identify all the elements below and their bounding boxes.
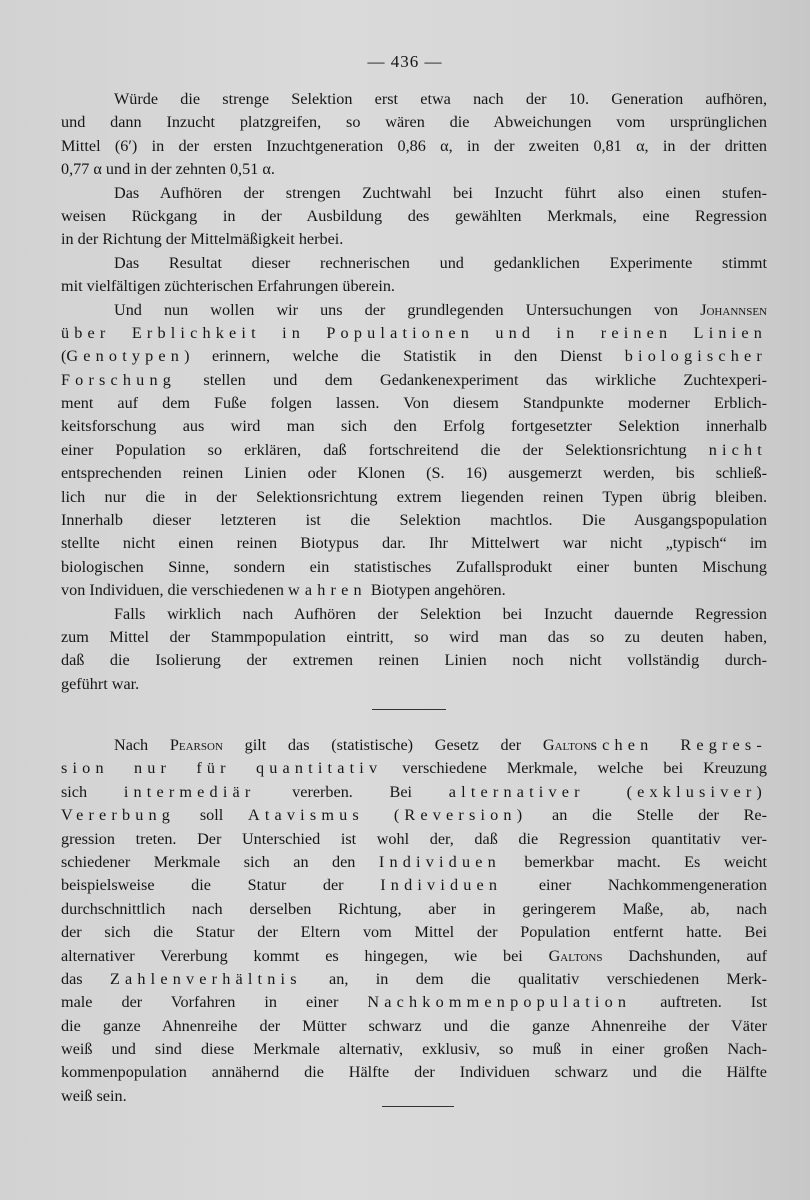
text-run: und dann Inzucht platzgreifen, so wären die Abweichungen vom ursprünglichen xyxy=(61,113,767,132)
text-run: beispielsweise die Statur der xyxy=(61,876,381,895)
text-run: male der Vorfahren in einer xyxy=(61,993,368,1012)
text-run: einer Nachkommengeneration xyxy=(502,876,767,895)
text-line xyxy=(61,898,767,921)
text-line xyxy=(61,1061,767,1084)
text-line xyxy=(61,345,767,368)
text-run: stellte nicht einen reinen Biotypus dar. Ihr Mittelwert war nicht „typisch“ im xyxy=(61,534,767,553)
text-run: auftreten. Ist xyxy=(631,993,767,1012)
spaced-emphasis: wahren xyxy=(288,581,367,600)
text-run: alternativer Vererbung kommt es hingegen, wie bei xyxy=(61,946,549,965)
text-line xyxy=(61,804,767,827)
small-caps-name: Pearson xyxy=(169,736,223,754)
text-run: Nach xyxy=(114,736,170,754)
text-run: sich xyxy=(61,782,124,801)
text-run: gression treten. Der Unterschied ist wohl der, daß die Regression quantitativ ver- xyxy=(61,829,767,848)
spaced-emphasis: alternativer (exklusiver) xyxy=(448,782,767,801)
text-block-pearson-galton xyxy=(61,734,767,1108)
text-run: biologischen Sinne, sondern ein statistisches Zufallsprodukt einer bunten Mischung xyxy=(61,557,767,576)
text-line xyxy=(61,182,767,205)
spaced-emphasis: Forschung xyxy=(61,370,177,389)
text-line xyxy=(61,579,767,602)
text-run: ) erinnern, welche die Statistik in den Dienst xyxy=(184,347,625,366)
text-line xyxy=(61,1015,767,1038)
text-run: in der Richtung der Mittelmäßigkeit herbei. xyxy=(61,230,344,249)
text-line xyxy=(61,1085,767,1108)
text-line xyxy=(61,945,767,968)
text-run: keitsforschung aus wird man sich den Erfolg fortgesetzter Selektion innerhalb xyxy=(61,417,767,436)
text-line xyxy=(61,968,767,991)
text-run: kommenpopulation annähernd die Hälfte der Individuen schwarz und die Hälfte xyxy=(61,1063,767,1082)
text-line xyxy=(61,486,767,509)
spaced-emphasis: Individuen xyxy=(378,852,501,871)
text-run: Dachshunden, auf xyxy=(602,946,767,965)
text-run: einer Population so erklären, daß fortschreitend die der Selektionsrichtung xyxy=(61,440,709,459)
text-line xyxy=(61,228,767,251)
text-line xyxy=(61,462,767,485)
text-run: Falls wirklich nach Aufhören der Selektion bei Inzucht dauernde Regression xyxy=(114,604,767,623)
text-run: Würde die strenge Selektion erst etwa nach der 10. Generation aufhören, xyxy=(114,90,767,108)
text-line xyxy=(61,415,767,438)
small-caps-name: Galton xyxy=(542,736,591,754)
text-run: Biotypen angehören. xyxy=(366,581,506,600)
text-line xyxy=(61,556,767,579)
spaced-emphasis: schen Regres- xyxy=(590,736,767,754)
spaced-emphasis: über Erblichkeit in Populationen und in reinen Linien xyxy=(61,323,767,342)
text-run: an die Stelle der Re- xyxy=(527,806,768,825)
text-run: durchschnittlich nach derselben Richtung, aber in geringerem Maße, ab, nach xyxy=(61,899,767,918)
text-run: ment auf dem Fuße folgen lassen. Von diesem Standpunkte moderner Erblich- xyxy=(61,394,767,413)
spaced-emphasis: Nachkommenpopulation xyxy=(367,993,632,1012)
text-run: bemerkbar macht. Es weicht xyxy=(500,852,767,871)
text-line xyxy=(61,626,767,649)
text-line xyxy=(61,439,767,462)
text-line xyxy=(61,828,767,851)
text-run: Das Aufhören der strengen Zuchtwahl bei Inzucht führt also einen stufen- xyxy=(114,183,767,202)
spaced-emphasis: Genotypen xyxy=(66,347,185,366)
text-line xyxy=(61,205,767,228)
text-run: weiß sein. xyxy=(61,1086,127,1105)
spaced-emphasis: Zahlenverhältnis xyxy=(109,969,302,988)
text-run: ( xyxy=(61,347,67,366)
text-line xyxy=(61,111,767,134)
text-run: Innerhalb dieser letzteren ist die Selektion machtlos. Die Ausgangspopulation xyxy=(61,511,767,530)
text-run: Mittel (6′) in der ersten Inzuchtgeneration 0,86 α, in der zweiten 0,81 α, in der dritten xyxy=(61,136,767,155)
text-line xyxy=(61,299,767,322)
text-run: das xyxy=(61,969,110,988)
text-line xyxy=(61,991,767,1014)
spaced-emphasis: sion nur für xyxy=(61,759,256,778)
spaced-emphasis: nicht xyxy=(708,440,767,459)
text-line xyxy=(61,369,767,392)
spaced-emphasis: Individuen xyxy=(380,876,503,895)
text-line xyxy=(61,734,767,757)
text-line xyxy=(61,874,767,897)
page-number: — 436 — xyxy=(367,52,443,71)
text-line xyxy=(61,392,767,415)
text-run: stellen und dem Gedankenexperiment das wirkliche Zuchtexperi- xyxy=(176,370,767,389)
text-run: vererben. Bei xyxy=(255,782,449,801)
text-run: die ganze Ahnenreihe der Mütter schwarz und die ganze Ahnenreihe der Väter xyxy=(61,1016,767,1035)
text-run: geführt war. xyxy=(61,674,140,693)
text-line xyxy=(61,851,767,874)
text-line xyxy=(61,322,767,345)
text-line xyxy=(61,1038,767,1061)
spaced-emphasis: quantitativ xyxy=(255,759,383,778)
text-line xyxy=(61,603,767,626)
text-line xyxy=(61,135,767,158)
text-run: gilt das (statistische) Gesetz der xyxy=(222,736,543,754)
text-line xyxy=(61,88,767,111)
text-run: lich nur die in der Selektionsrichtung extrem liegenden reinen Typen übrig bleiben. xyxy=(61,487,767,506)
text-run: weiß und sind diese Merkmale alternativ, exklusiv, so muß in einer großen Nach- xyxy=(61,1040,767,1059)
spaced-emphasis: biologischer xyxy=(624,347,767,366)
text-run: der sich die Statur der Eltern vom Mittel der Population entfernt hatte. Bei xyxy=(61,923,767,942)
text-run: Das Resultat dieser rechnerischen und gedanklichen Experimente stimmt xyxy=(114,253,767,272)
text-run: soll xyxy=(175,806,248,825)
text-line xyxy=(61,275,767,298)
text-run: verschiedene Merkmale, welche bei Kreuzung xyxy=(382,759,767,778)
text-run: schiedener Merkmale sich an den xyxy=(61,852,379,871)
small-caps-name: Johannsen xyxy=(700,300,767,319)
text-run: weisen Rückgang in der Ausbildung des gewählten Merkmals, eine Regression xyxy=(61,206,767,225)
spaced-emphasis: Vererbung xyxy=(61,806,176,825)
section-divider xyxy=(372,709,446,710)
text-line xyxy=(61,509,767,532)
text-line xyxy=(61,781,767,804)
text-run: zum Mittel der Stammpopulation eintritt, so wird man das so zu deuten haben, xyxy=(61,627,767,646)
text-run: 0,77 α und in der zehnten 0,51 α. xyxy=(61,160,275,179)
text-line xyxy=(61,649,767,672)
text-run: daß die Isolierung der extremen reinen Linien noch nicht vollständig durch- xyxy=(61,651,767,670)
text-run: entsprechenden reinen Linien oder Klonen (S. 16) ausgemerzt werden, bis schließ- xyxy=(61,464,767,483)
small-caps-name: Galtons xyxy=(548,946,603,965)
text-line xyxy=(61,158,767,181)
text-line xyxy=(61,532,767,555)
end-divider xyxy=(382,1106,454,1107)
text-run: von Individuen, die verschiedenen xyxy=(61,581,289,600)
text-run: Und nun wollen wir uns der grundlegenden Untersuchungen von xyxy=(114,300,701,319)
text-line xyxy=(61,757,767,780)
text-line xyxy=(61,252,767,275)
text-line xyxy=(61,673,767,696)
text-block-inzucht-regression xyxy=(61,88,767,696)
text-run: mit vielfältigen züchterischen Erfahrungen überein. xyxy=(61,277,395,296)
spaced-emphasis: intermediär xyxy=(123,782,256,801)
text-line xyxy=(61,921,767,944)
text-run: an, in dem die qualitativ verschiedenen Merk- xyxy=(301,969,768,988)
spaced-emphasis: Atavismus (Reversion) xyxy=(247,806,528,825)
